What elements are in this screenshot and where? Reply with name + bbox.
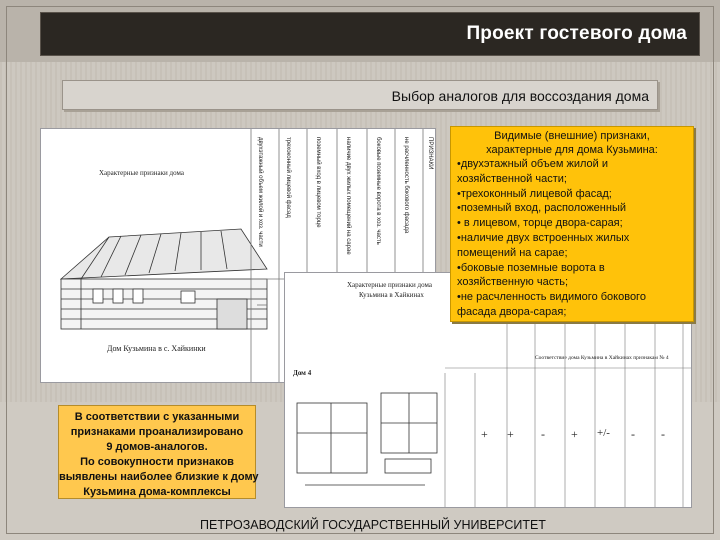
column-label: двухэтажный объем жилой и хоз. части [257, 137, 263, 247]
column-label: ПРИЗНАКИ [427, 137, 433, 170]
footer-university: ПЕТРОЗАВОДСКИЙ ГОСУДАРСТВЕННЫЙ УНИВЕРСИТЕТ [200, 518, 546, 532]
drawing-b-heading-2: Кузьмина в Хайкинах [359, 291, 424, 299]
match-mark: - [631, 427, 635, 441]
header-panel [40, 12, 700, 56]
match-mark: + [481, 427, 488, 441]
feature-line: •не расчленность видимого бокового [457, 291, 646, 304]
column-label: трехоконный лицевой фасад [285, 137, 291, 218]
column-label: поземный вход в лицевом торце [315, 137, 321, 228]
analysis-line: признаками проанализировано [70, 426, 244, 438]
column-label: боковые поземные ворота в хоз. часть [375, 137, 381, 245]
match-mark: + [507, 427, 514, 441]
analysis-line: Кузьмина дома-комплексы [83, 486, 231, 498]
feature-line: •боковые поземные ворота в [457, 261, 605, 274]
drawing-a-heading: Характерные признаки дома [99, 169, 184, 177]
feature-line: •наличие двух встроенных жилых [457, 231, 630, 244]
feature-line: •поземный вход, расположенный [457, 202, 626, 215]
feature-line: хозяйственной части; [457, 172, 567, 185]
match-mark: +/- [597, 427, 610, 439]
page-subtitle: Выбор аналогов для воссоздания дома [391, 88, 649, 104]
feature-line: фасада двора-сарая; [457, 305, 567, 318]
features-heading-1: Видимые (внешние) признаки, [494, 130, 650, 142]
feature-line: • в лицевом, торце двора-сарая; [457, 217, 623, 230]
match-mark: - [661, 427, 665, 441]
house-label: Дом 4 [293, 369, 312, 377]
analysis-line: В соответствии с указанными [74, 411, 240, 423]
features-panel [450, 126, 694, 322]
feature-line: помещений на сарае; [457, 246, 568, 259]
features-heading-2: характерные для дома Кузьмина: [486, 144, 658, 156]
analysis-line: По совокупности признаков [80, 456, 234, 468]
feature-line: •двухэтажный объем жилой и [457, 158, 608, 170]
feature-line: •трехоконный лицевой фасад; [457, 187, 612, 200]
match-mark: - [541, 427, 545, 441]
feature-line: хозяйственную часть; [457, 276, 569, 289]
page-title: Проект гостевого дома [466, 23, 687, 44]
match-mark: + [571, 427, 578, 441]
drawing-b-heading-1: Характерные признаки дома [347, 281, 432, 289]
analysis-panel [58, 405, 259, 499]
analysis-line: 9 домов-аналогов. [106, 441, 208, 453]
analysis-line: выявлены наиболее близкие к дому [59, 471, 259, 483]
column-label: наличие двух жилых помещений на сарае [345, 137, 351, 255]
table-header: Соответствие дома Кузьмина в Хайкинах признакам № 4 [535, 355, 669, 361]
subtitle-bar [62, 80, 658, 110]
column-label: не расчленность бокового фасада [403, 137, 409, 234]
drawing-a-caption: Дом Кузьмина в с. Хайкинки [107, 344, 206, 353]
